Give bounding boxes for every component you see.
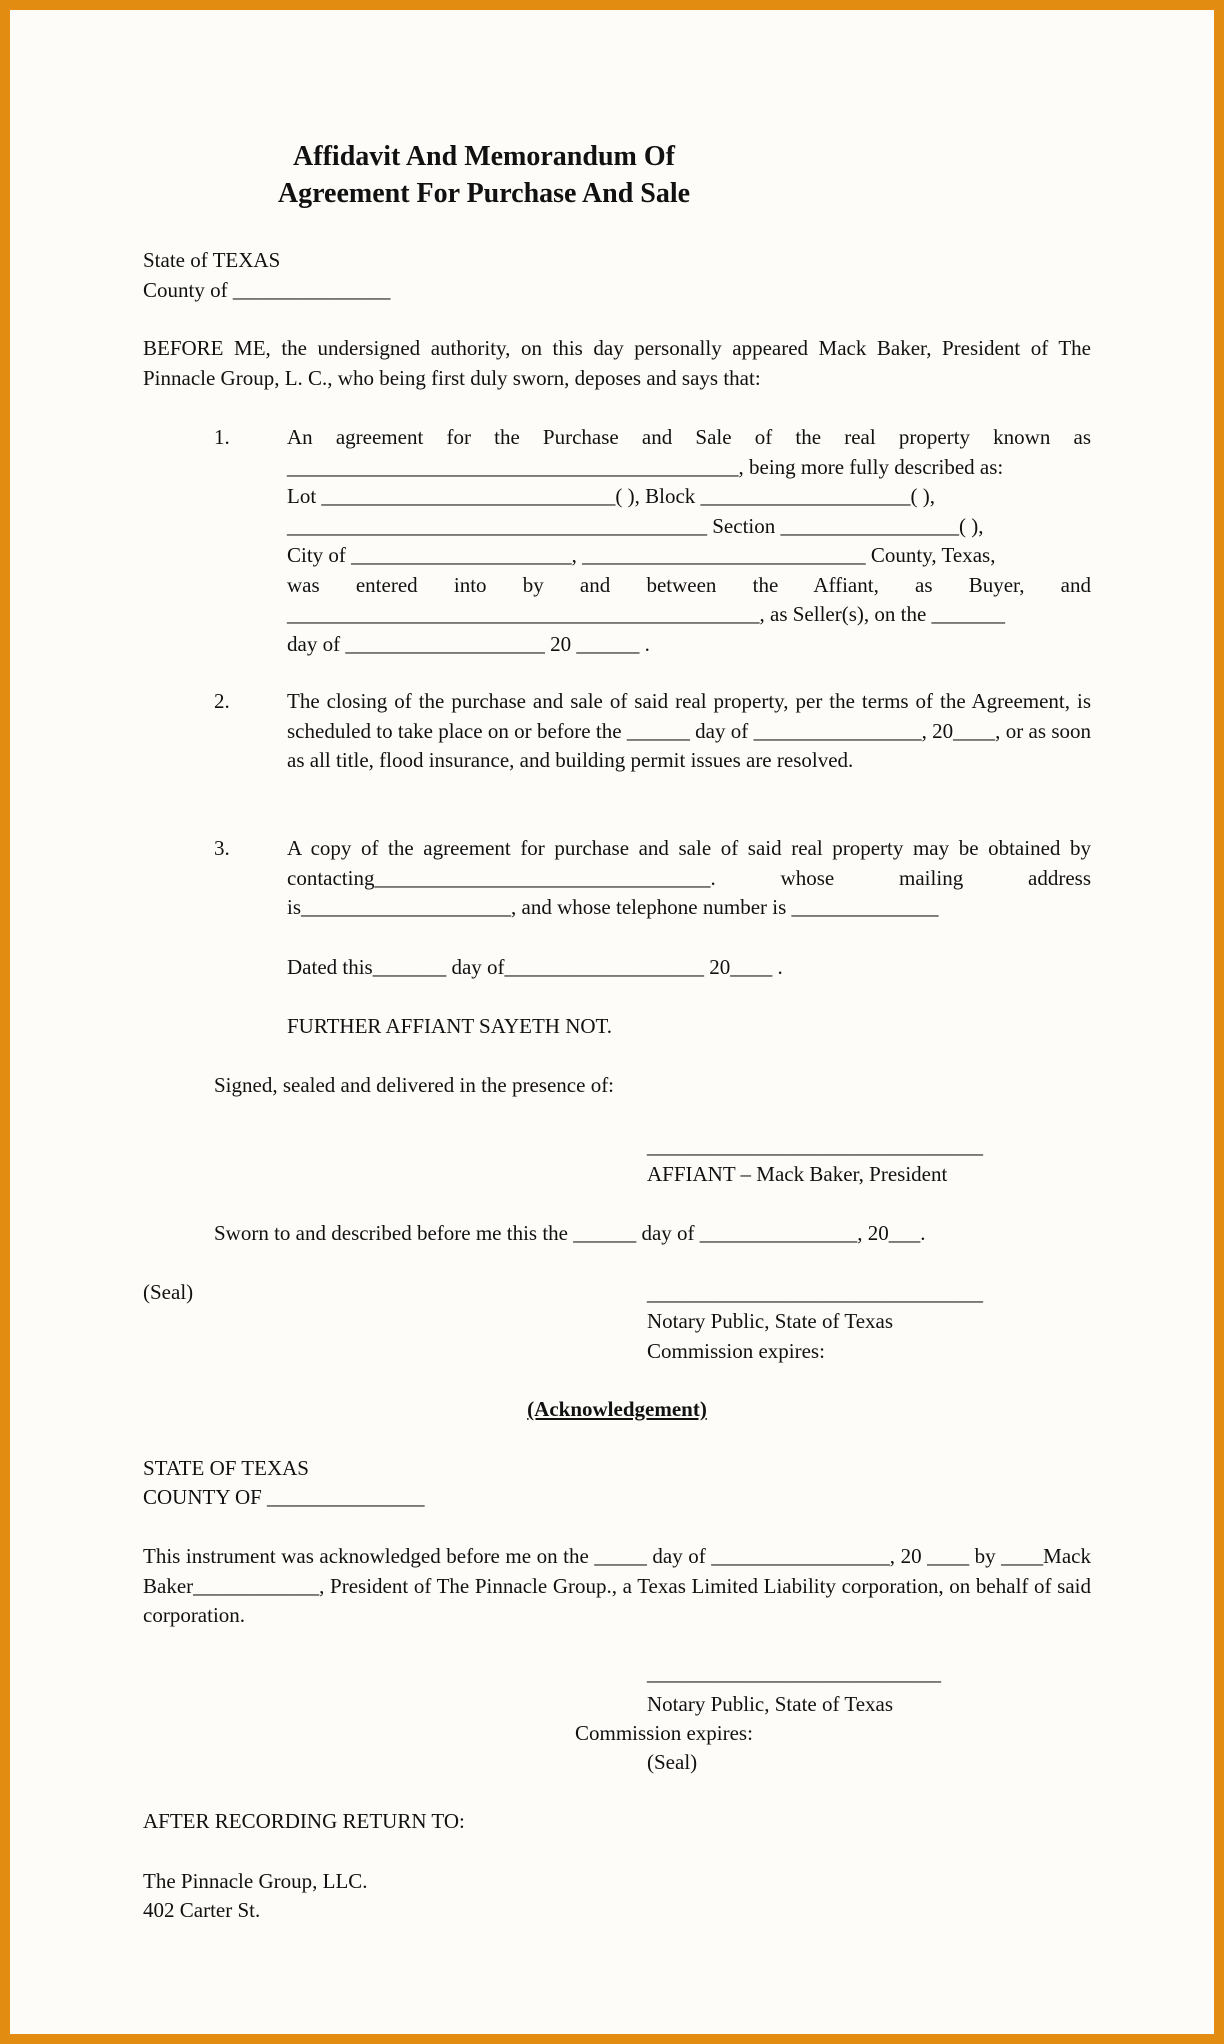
affiant-signature-line: ________________________________ <box>647 1134 983 1158</box>
item-1-line-1: An agreement for the Purchase and Sale of the real property known as <box>287 425 1091 449</box>
ack-seal: (Seal) <box>647 1750 698 1774</box>
notary-signature-line: ________________________________ <box>647 1281 983 1305</box>
title-line-1: Affidavit And Memorandum Of <box>293 141 675 172</box>
item-1-line-7: _____________________________________________, as Seller(s), on the _______ <box>287 602 1006 626</box>
item-1-text <box>287 423 1091 659</box>
after-recording: AFTER RECORDING RETURN TO: <box>143 1809 465 1833</box>
ack-state: STATE OF TEXAS <box>143 1456 309 1480</box>
return-address: 402 Carter St. <box>143 1898 261 1922</box>
seal-left: (Seal) <box>143 1280 194 1304</box>
affiant-label: AFFIANT – Mack Baker, President <box>647 1162 948 1186</box>
document-title <box>10 138 958 212</box>
item-1-number: 1. <box>214 425 230 449</box>
ack-notary-signature-line: ____________________________ <box>647 1661 941 1685</box>
item-2-text: The closing of the purchase and sale of said real property, per the terms of the Agreement, is scheduled to take place on or before the ______ day of ________________, 20____, or as soon as all title, flood insurance, and building permit issues are resolved. <box>287 689 1091 772</box>
document-page <box>10 10 1214 2034</box>
acknowledgement-heading <box>143 1395 1091 1425</box>
notary-label: Notary Public, State of Texas <box>647 1309 894 1333</box>
item-3-number: 3. <box>214 836 230 860</box>
acknowledgement-heading-text: (Acknowledgement) <box>527 1397 707 1421</box>
ack-county: COUNTY OF _______________ <box>143 1485 425 1509</box>
item-1-line-3: Lot ____________________________( ), Block ____________________( ), <box>287 484 936 508</box>
item-1-line-4: ________________________________________ Section _________________( ), <box>287 513 984 538</box>
state-line: State of TEXAS <box>143 248 281 272</box>
item-1-line-8: day of ___________________ 20 ______ . <box>287 631 650 656</box>
ack-notary-label: Notary Public, State of Texas <box>647 1692 894 1716</box>
dated-line: Dated this_______ day of___________________ 20____ . <box>287 955 783 979</box>
ack-commission-expires: Commission expires: <box>575 1721 753 1745</box>
commission-expires: Commission expires: <box>647 1339 825 1363</box>
title-line-2: Agreement For Purchase And Sale <box>277 178 691 209</box>
signed-presence: Signed, sealed and delivered in the presence of: <box>214 1073 615 1097</box>
item-1-line-2: ___________________________________________, being more fully described as: <box>287 454 1004 479</box>
sworn-statement: Sworn to and described before me this the ______ day of _______________, 20___. <box>214 1221 926 1245</box>
item-3-text: A copy of the agreement for purchase and sale of said real property may be obtained by contacting________________________________. whose mailing address is____________________, and whose telephone number is ______________ <box>287 836 1091 919</box>
intro-paragraph: BEFORE ME, the undersigned authority, on this day personally appeared Mack Baker, President of The Pinnacle Group, L. C., who being first duly sworn, deposes and says that: <box>143 336 1091 390</box>
return-name: The Pinnacle Group, LLC. <box>143 1869 368 1893</box>
item-1-line-5: City of _____________________, ___________________________ County, Texas, <box>287 543 996 567</box>
ack-paragraph: This instrument was acknowledged before me on the _____ day of _________________, 20 ____ by ____Mack Baker____________, President of The Pinnacle Group., a Texas Limited Liability corporation, on behalf of said corporation. <box>143 1544 1091 1627</box>
item-2-number: 2. <box>214 689 230 713</box>
item-1-line-6: was entered into by and between the Affiant, as Buyer, and <box>287 572 1091 597</box>
county-line: County of _______________ <box>143 278 391 302</box>
further-affiant: FURTHER AFFIANT SAYETH NOT. <box>287 1014 613 1038</box>
